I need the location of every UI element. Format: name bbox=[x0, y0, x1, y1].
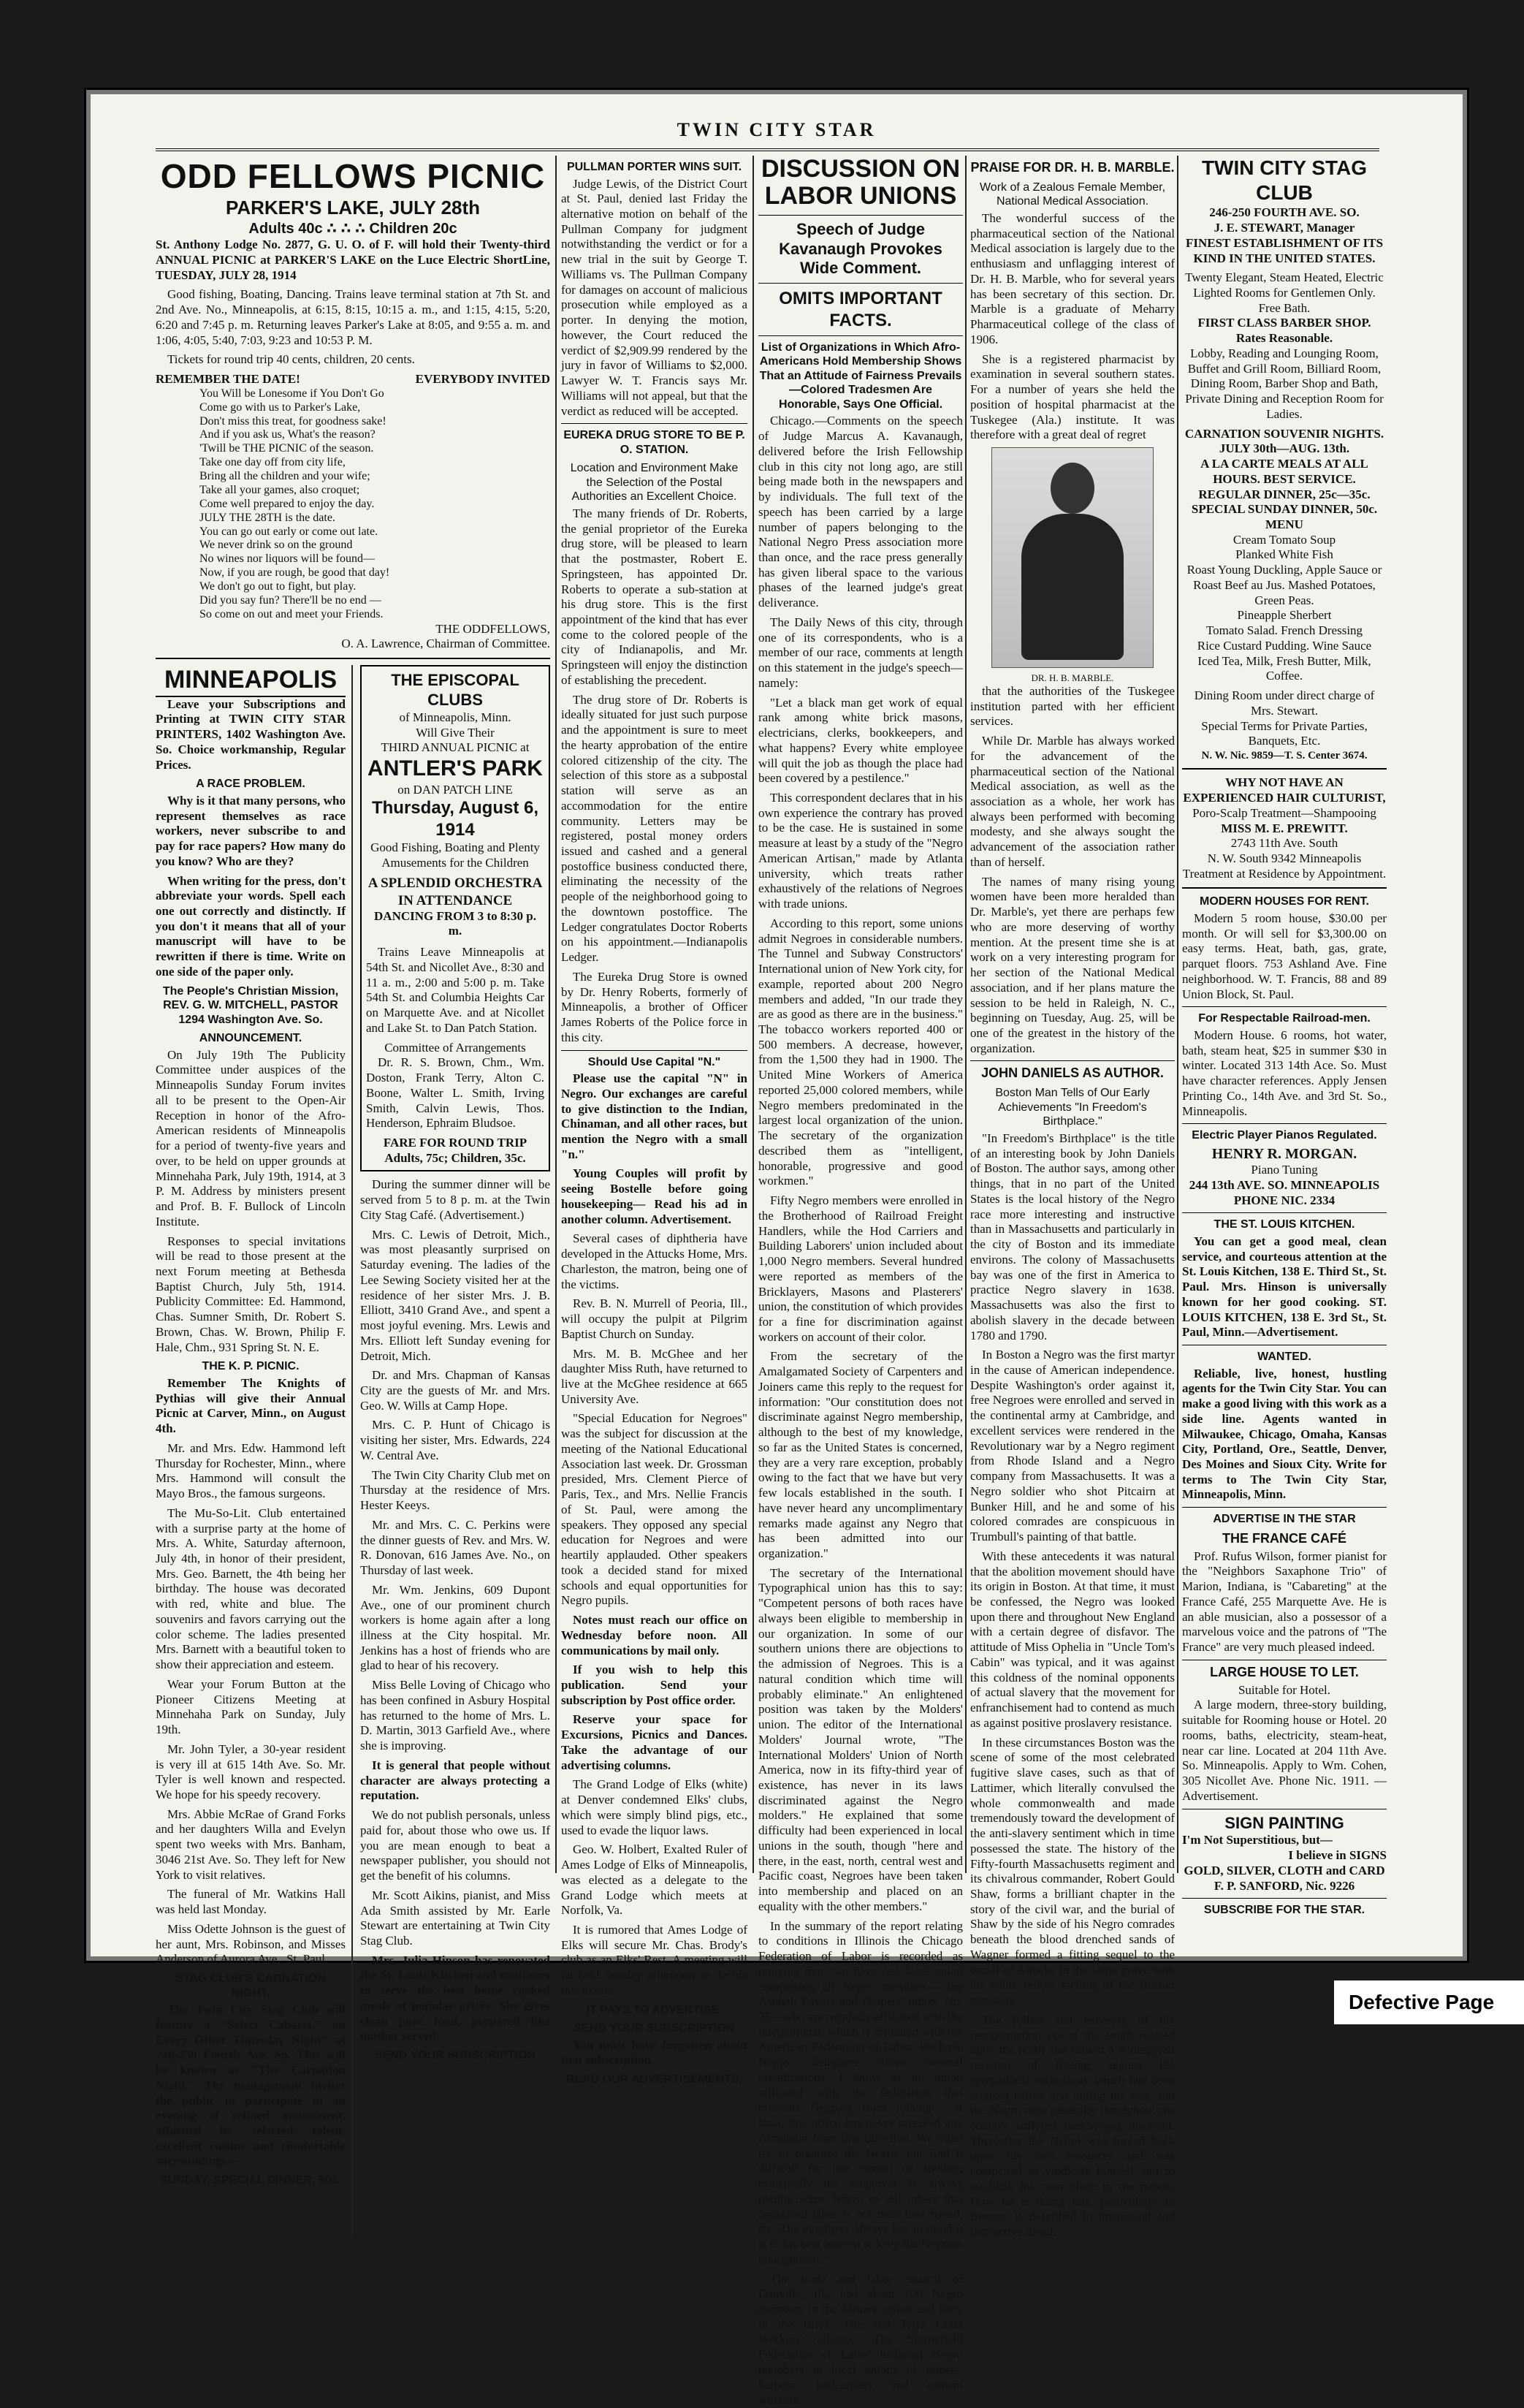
stag-menu-heading: MENU bbox=[1182, 517, 1387, 533]
hair-heading: WHY NOT HAVE AN EXPERIENCED HAIR CULTURIST, bbox=[1182, 775, 1387, 805]
capital-heading: Should Use Capital "N." bbox=[561, 1055, 747, 1070]
odd-detail: Good fishing, Boating, Dancing. Trains leave terminal station at 7th St. and 2nd Ave. No., Minneapolis, at 6:15, 8:15, 10:15 a. m., and 1:15, 4:15, 5:20, 6:20 and 7:45 p. m. Returning leaves Parker's Lake at 8:05, and 9:55 a. m. and 1:06, 4:05, 5:40, 7:03, 9:23 and 10:53 P. M. bbox=[156, 287, 550, 348]
labor-sub: Speech of Judge Kavanaugh Provokes Wide Comment. bbox=[758, 220, 963, 278]
marble-subheading: Work of a Zealous Female Member, National Medical Association. bbox=[970, 181, 1175, 209]
mpls-ann-heading: ANNOUNCEMENT. bbox=[156, 1031, 346, 1046]
odd-prices: Adults 40c ∴ ∴ ∴ Children 20c bbox=[156, 220, 550, 238]
young-text: Young Couples will profit by seeing Bostelle before going housekeeping— Read his ad in another column. Advertisement. bbox=[561, 1166, 747, 1227]
odd-intro: St. Anthony Lodge No. 2877, G. U. O. of F. will hold their Twenty-third ANNUAL PICNIC at PARKER'S LAKE on the Luce Electric ShortLine, TUESDAY, JULY 28, 1914 bbox=[156, 238, 550, 283]
episcopal-ad bbox=[360, 665, 550, 1171]
daniels-heading: JOHN DANIELS AS AUTHOR. bbox=[970, 1066, 1175, 1082]
labor-p5: According to this report, some unions admit Negroes in considerable numbers. The Tunnel and Subway Constructors' International union of New York city, for example, reported about 200 Negro members and added, "In our trade they are as good as there are in the business." The tobacco workers reported 400 or 500 members. A decrease, however, from the 1,500 they had in 1900. The United Mine Workers of America reported 25,000 colored members, while Negro members predominated in the largest local organization of the union. The secretary of the organization described them as "intelligent, honorable, progressive and good workmen." bbox=[758, 916, 963, 1189]
notes-text: Notes must reach our office on Wednesday before noon. All communications by mail only. bbox=[561, 1613, 747, 1658]
c2-p11: Mr. Scott Aikins, pianist, and Miss Ada Smith assisted by Mr. Earle Stewart are entertaining at Twin City Stag Club. bbox=[360, 1888, 550, 1949]
c2-p1: During the summer dinner will be served from 5 to 8 p. m. at the Twin City Stag Café. (Advertisement.) bbox=[360, 1177, 550, 1223]
mpls-ann2: Responses to special invitations will be read to those present at the next Forum meeting at Bethesda Baptist Church, July 5th, 1914. Publicity Committee: Ed. Hammond, Chas. Sumner Smith, Dr. Robert S. Brown, Chas. W. Brown, Philip F. Hale, Chm., 931 Spring St. N. E. bbox=[156, 1234, 346, 1356]
mpls-musolit: The Mu-So-Lit. Club entertained with a surprise party at the home of Mrs. A. White, Saturday afternoon, July 4th, in honor of their president, Mrs. Geo. Barnett, the 4th being her birthday. The house was decorated with red, white and blue. The souvenirs and favors carrying out the color scheme. The ladies presented Mrs. Barnett with a beautiful token to show their appreciation and esteem. bbox=[156, 1506, 346, 1673]
epi-date: Thursday, August 6, 1914 bbox=[366, 797, 544, 840]
daniels-p8: With these antecedents it was natural that the abolition movement should have its origin in Boston. At that time, it must be confessed, the Negro was looked upon there and throughout New England with a certain degree of disfavor. The attitude of Miss Ophelia in "Uncle Tom's Cabin" was typical, and it was against this coldness of the nominal opponents of actual slavery that the movement for enfranchisement had to contend as much as against positive proslavery resistance. bbox=[970, 1549, 1175, 1731]
labor-p1: Chicago.—Comments on the speech of Judge Marcus A. Kavanaugh, delivered before the Irish Fellowship club in this city not long ago, are still being made both in the newspapers and by individuals. The full text of the speech has been carried by a large number of papers belonging to the National Negro Press association more than once, and the race press generally has given liberal space to the various phases of the learned judge's great deliverance. bbox=[758, 414, 963, 611]
daniels-p9: In these circumstances Boston was the scene of some of the most celebrated fugitive slave cases, such as that of Lattimer, which literally convulsed the whole commonwealth and made tremendously toward the development of the anti-slavery sentiment which in time possessed the state. The history of the Fifty-fourth Massachusetts regiment and its chivalrous commander, Robert Gould Shaw, forms a brilliant chapter in the story of the civil war, and the burial of Shaw by the side of his Negro comrades beneath the blood drenched sands of Wagner formed a fitting sequel to the burial of Attucks in the same grave with his white fellow victims of the Boston massacre. bbox=[970, 1736, 1175, 2008]
epi-park: ANTLER'S PARK bbox=[366, 756, 544, 783]
odd-fellows-ad bbox=[156, 156, 550, 652]
epi-line: on DAN PATCH LINE bbox=[366, 783, 544, 798]
labor-p7: From the secretary of the Amalgamated Society of Carpenters and Joiners came this reply to the request for information: "Our constitution does not discriminate against Negro membership, although to the best of my knowledge, so far as the United States is concerned, they are a very rare exception, probably owing to the fact that we have but very few locals established in the south. I have never heard any uncomplimentary remarks made against any Negro that has been admitted into our organization." bbox=[758, 1349, 963, 1561]
prewitt-name: MISS M. E. PREWITT. bbox=[1182, 821, 1387, 837]
mpls-stag: The Twin City Stag Club will feature a "Select Cabaret," on Every Other Thursday Night" at 246-250 Fourth Ave. So. This will be known as "The Carnation Night." The management invites the public to participate in an evening of refined amusement, afforded by selected talent, excellent cuisine and comfortable surroundings— bbox=[156, 2002, 346, 2169]
stag-alacarte: A LA CARTE MEALS AT ALL HOURS. BEST SERVICE. bbox=[1182, 457, 1387, 487]
col1-lower bbox=[156, 665, 550, 2236]
odd-title: ODD FELLOWS PICNIC bbox=[156, 156, 550, 197]
mpls-stag-heading: STAG CLUB'S CARNATION NIGHT. bbox=[156, 1972, 346, 2000]
houses-heading: MODERN HOUSES FOR RENT. bbox=[1182, 895, 1387, 909]
stag-addr: 246-250 FOURTH AVE. SO. bbox=[1182, 205, 1387, 221]
holbert-text: Geo. W. Holbert, Exalted Ruler of Ames Lodge of Elks of Minneapolis, was elected as a delegate to the Grand Lodge which meets at Norfolk, Va. bbox=[561, 1842, 747, 1918]
labor-p4: This correspondent declares that in his own experience the contrary has proved to be the case. He is sustained in some measure at least by a study of the "Negro American Artisan," made by Atlanta university, which treats rather exhaustively of the relations of Negroes with trade unions. bbox=[758, 791, 963, 912]
epi-fare: FARE FOR ROUND TRIP bbox=[366, 1136, 544, 1151]
newspaper-page bbox=[84, 88, 1469, 1963]
large-sub: Suitable for Hotel. bbox=[1182, 1683, 1387, 1698]
epi-members: Dr. R. S. Brown, Chm., Wm. Doston, Frank Terry, Alton C. Boone, Walter L. Smith, Irving Smith, Calvin Lewis, Thos. Henderson, Ephraim Bludsoe. bbox=[366, 1055, 544, 1131]
column-rule bbox=[1177, 156, 1178, 1873]
mpls-writing: When writing for the press, don't abbreviate your words. Spell each one out correctly and distinctly. If you don't it means that all of your manuscript will have to be rewritten if there is time. Write on one side of the paper only. bbox=[156, 874, 346, 980]
labor-title1: DISCUSSION ON bbox=[758, 156, 963, 183]
reserve-text: Reserve your space for Excursions, Picnics and Dances. Take the advantage of our advertising columns. bbox=[561, 1712, 747, 1773]
morgan-addr: 244 13th AVE. SO. MINNEAPOLIS bbox=[1182, 1178, 1387, 1193]
send-text: You must have forgotten about that subscription. bbox=[561, 2038, 747, 2068]
kitchen-heading: THE ST. LOUIS KITCHEN. bbox=[1182, 1218, 1387, 1232]
divider bbox=[156, 658, 550, 659]
prewitt-phone: N. W. South 9342 Minneapolis Treatment at Residence by Appointment. bbox=[1182, 851, 1387, 881]
eureka-heading: EUREKA DRUG STORE TO BE P. O. STATION. bbox=[561, 428, 747, 457]
sign-l3: GOLD, SILVER, CLOTH and CARD bbox=[1182, 1864, 1387, 1879]
column-rule bbox=[555, 156, 557, 1873]
column-labor bbox=[758, 156, 963, 1880]
portrait-image bbox=[991, 447, 1154, 668]
odd-invited: EVERYBODY INVITED bbox=[416, 372, 550, 387]
col3-foot: READ OUR ADVERTISEMENTS. bbox=[561, 2073, 747, 2087]
hair-text: Poro-Scalp Treatment—Shampooing bbox=[1182, 806, 1387, 821]
mpls-mission: The People's Christian Mission, REV. G. W. MITCHELL, PASTOR 1294 Washington Ave. So. bbox=[156, 984, 346, 1028]
wanted-text: Reliable, live, honest, hustling agents for the Twin City Star. You can make a good living with this work as a side line. Agents wanted in Milwaukee, Chicago, Omaha, Kansas City, Portland, Ore., Seattle, Denver, Des Moines and Sioux City. Write for terms to The Twin City Star, Minneapolis, Minn. bbox=[1182, 1367, 1387, 1503]
mpls-lead: Leave your Subscriptions and Printing at TWIN CITY STAR PRINTERS, 1402 Washington Ave. So. Choice workmanship, Regular Prices. bbox=[156, 697, 346, 773]
diph-text: Several cases of diphtheria have developed in the Attucks Home, Mrs. Charleston, the matron, being one of the victims. bbox=[561, 1231, 747, 1292]
rail-text: Modern House. 6 rooms, hot water, bath, steam heat, $25 in summer $30 in winter. Located 313 14th Ace. So. Must have character references. Apply Jensen Printing Co., 14th Ave. and 3rd St. So., Minneapolis. bbox=[1182, 1028, 1387, 1119]
stag-phone: N. W. Nic. 9859—T. S. Center 3674. bbox=[1182, 749, 1387, 762]
epi-fishing: Good Fishing, Boating and Plenty Amusements for the Children bbox=[366, 840, 544, 870]
capital-text: Please use the capital "N" in Negro. Our exchanges are careful to give distinction to the Indian, Chinaman, and all other races, but mention the Negro with a small "n." bbox=[561, 1071, 747, 1162]
eureka-p2: The drug store of Dr. Roberts is ideally situated for just such purpose and the appointment is sure to meet the hearty approbation of the entire colored citizenship of the city. The selection of this store as a subpostal station will serve as an accommodation for the entire community. Letters may be registered, postal money orders issued and cashed and a general postoffice business conducted there, eliminating the necessity of the people of the neighborhood going to the downtown postoffice. The Ledger congratulates Doctor Roberts on his appointment.—Indianapolis Ledger. bbox=[561, 693, 747, 965]
labor-omits: OMITS IMPORTANT FACTS. bbox=[758, 288, 963, 331]
pullman-text: Judge Lewis, of the District Court at St. Paul, denied last Friday the alternative motion on behalf of the Pullman Company for judgment notwithstanding the verdict or for a new trial in the suit by George T. Williams vs. The Pullman Company for damages on account of malicious prosecution while employed as a porter. In denying the motion, however, the Court reduced the verdict of $2,909.99 rendered by the jury in favor of Williams to $2,000. Lawyer W. T. Francis says Mr. Williams will not appeal, but that the verdict as reduced will be accepted. bbox=[561, 177, 747, 419]
epi-trains: Trains Leave Minneapolis at 54th St. and Nicollet Ave., 8:30 and 11 a. m., 2:00 and 5:00 p. m. Take 54th St. and Columbia Heights Car on Marquette Ave. and at Nicollet and Lake St. to Dan Patch Station. bbox=[366, 945, 544, 1036]
odd-sign1: THE ODDFELLOWS, bbox=[156, 622, 550, 637]
stag-carn: CARNATION SOUVENIR NIGHTS. JULY 30th—AUG. 13th. bbox=[1182, 427, 1387, 457]
wish-text: If you wish to help this publication. Send your subscription by Post office order. bbox=[561, 1663, 747, 1708]
wanted-heading: WANTED. bbox=[1182, 1350, 1387, 1364]
special-text: "Special Education for Negroes" was the subject for discussion at the meeting of the National Educational Association last week. Dr. Grossman presided, Mrs. Clement Pierce of Paris, Tex., and Mrs. Nellie Francis of St. Paul, were among the speakers. They opposed any special education for Negroes and were heartily applauded. Other speakers took a decided stand for mixed schools and equal opportunities for Negro pupils. bbox=[561, 1411, 747, 1609]
mpls-race-heading: A RACE PROBLEM. bbox=[156, 777, 346, 791]
mpls-race: Why is it that many persons, who represent themselves as race workers, never subscribe to and pay for race papers? How many do you know? Who are they? bbox=[156, 794, 346, 870]
c2-p2: Mrs. C. Lewis of Detroit, Mich., was most pleasantly surprised on Saturday evening. The ladies of the Lee Sewing Society visited her at the residence of her sister Mrs. J. B. Elliott, 3410 Grand Ave., and spent a most joyful evening. Mrs. Lewis and Mrs. Elliott left Sunday evening for Detroit, Mich. bbox=[360, 1228, 550, 1364]
labor-p9: In the summary of the report relating to conditions in Illinois the Chicago Federation of Labor is recorded as replying that "we have one local union comprising all Negro members— the Asphalt Pavers and Helpers' union. No. 25—who are regularly affiliated with the international, which is affiliated with the American Federation of Labor. We have Negro delegates from several organizations. I know of no union affiliated with the federation that prevents Negroes from joining— at least, this office has never received any complaint from that direction. We often try to organize the Negro, but find it difficult for one reason or another; principally the employer is always getting some Negro to tell others that organized labor is not their best friend, etc. The employer always has in mind it is to his best interest to keep the Negroes unorganized." bbox=[758, 1919, 963, 2268]
sign-l1: I'm Not Superstitious, but— bbox=[1182, 1833, 1387, 1848]
stag-finest: FINEST ESTABLISHMENT OF ITS KIND IN THE UNITED STATES. bbox=[1182, 236, 1387, 266]
column-rule bbox=[753, 156, 754, 1873]
epi-dancing: DANCING FROM 3 to 8:30 p. m. bbox=[366, 909, 544, 939]
masthead-rule bbox=[156, 148, 1379, 151]
pays-heading: IT PAYS TO ADVERTISE. bbox=[561, 2003, 747, 2018]
daniels-p6: "In Freedom's Birthplace" is the title of an interesting book by John Daniels of Boston. The author says, among other things, that in no part of the United States is the local history of the Negro race more interesting and instructive than in Massachusetts and particularly in the city of Boston and its immediate environs. The colony of Massachusetts bay was one of the first in America to practice Negro slavery in 1638. Massachusetts was also the first to abolish slavery in the decade between 1780 and 1790. bbox=[970, 1131, 1175, 1343]
elks-text: The Grand Lodge of Elks (white) at Denver condemned Elks' clubs, which were simply blind pigs, etc., used to evade the liquor laws. bbox=[561, 1777, 747, 1838]
epi-fare2: Adults, 75c; Children, 35c. bbox=[366, 1151, 544, 1166]
column-marble bbox=[970, 156, 1175, 1880]
labor-p10: The trade and labor council of Danville, Ill., had about 700 Negro members in the Miners' union and forty in the Brick, Tile and Terra Cotta Workers' alliance. The Springfield Federation of Labor included Negro members in local unions of miners, barbers, hodcarriers and cement workers. bbox=[758, 2272, 963, 2408]
labor-p2: The Daily News of this city, through one of its correspondents, who is a member of our race, comments at length on this statement in the judge's speech—namely: bbox=[758, 615, 963, 691]
odd-poem: You Will be Lonesome if You Don't Go Come go with us to Parker's Lake, Don't miss this treat, for goodness sake! And if you ask us, What's the reason? 'Twill be THE PICNIC of the season. Take one day off from city life, Bring all the children and your wife; Take all your games, also croquet; Come well prepared to enjoy the day. JULY THE 28TH is the date. You can go out early or come out late. We never drink so on the ground No wines nor liquors will be found— Now, if you are rough, be good that day! We don't go out to fight, but play. Did you say fun? There'll be no end — So come on out and meet your Friends. bbox=[156, 387, 550, 622]
masthead: TWIN CITY STAR bbox=[86, 119, 1467, 141]
labor-p8: The secretary of the International Typographical union has this to say: "Competent persons of both races have always been eligible to membership in our organization. In some of our southern unions there are objections to the admission of Negroes. This is a natural condition which time will probably eliminate." An enlightened position was taken by the Molders' union. The editor of the International Molders' Journal wrote, "The International Molders' Union of North America, now in its fifty-third year of existence, has never in its laws discriminated against the Negro molders." He explained that some difficulty had been experienced in local unions in the south, though "here and there, in the east, north, central west and Pacific coast, Negroes have been taken into membership and placed on an equality with the other members." bbox=[758, 1566, 963, 1915]
mpls-sunday: SUNDAY, SPECIAL DINNER, 50c. bbox=[156, 2173, 346, 2188]
send-heading: SEND YOUR SUBSCRIPTION bbox=[561, 2021, 747, 2036]
col6-foot: SUBSCRIBE FOR THE STAR. bbox=[1182, 1903, 1387, 1918]
marble-p5: The names of many rising young women have been more heralded than Dr. Marble's, yet there are perhaps few who are more deserving of worthy mention. At the present time she is at work on a very interesting program for her section of the National Medical association, and if her plans mature the session to be held in Raleigh, N. C., beginning on Tuesday, Aug. 25, will be one of the greatest in the history of the organization. bbox=[970, 875, 1175, 1057]
epi-orch: A SPLENDID ORCHESTRA IN ATTENDANCE bbox=[366, 875, 544, 908]
sign-l4: F. P. SANFORD, Nic. 9226 bbox=[1182, 1879, 1387, 1894]
large-heading: LARGE HOUSE TO LET. bbox=[1182, 1665, 1387, 1681]
stag-barber: FIRST CLASS BARBER SHOP. Rates Reasonable. bbox=[1182, 316, 1387, 346]
stag-title: TWIN CITY STAG CLUB bbox=[1182, 156, 1387, 205]
daniels-subheading: Boston Man Tells of Our Early Achievements "In Freedom's Birthplace." bbox=[970, 1086, 1175, 1129]
labor-title2: LABOR UNIONS bbox=[758, 183, 963, 210]
stag-rooms: Twenty Elegant, Steam Heated, Electric Lighted Rooms for Gentlemen Only. Free Bath. bbox=[1182, 270, 1387, 316]
c2-p4: Mrs. C. P. Hunt of Chicago is visiting her sister, Mrs. Edwards, 224 W. Central Ave. bbox=[360, 1418, 550, 1463]
adv-heading: ADVERTISE IN THE STAR bbox=[1182, 1512, 1387, 1527]
c2-p8: Miss Belle Loving of Chicago who has been confined in Asbury Hospital has returned to the home of Mrs. L. D. Martin, 3013 Garfield Ave., where she is improving. bbox=[360, 1678, 550, 1754]
stag-lobby: Lobby, Reading and Lounging Room, Buffet and Grill Room, Billiard Room, Dining Room, Barber Shop and Bath, Private Dining and Reception Room for Ladies. bbox=[1182, 346, 1387, 422]
labor-p3: "Let a black man get work of equal rank among white brick masons, electricians, clerks, bookkeepers, and what happens? Every white employee will quit the job as though the place had been covered by a pestilence." bbox=[758, 696, 963, 786]
pullman-heading: PULLMAN PORTER WINS SUIT. bbox=[561, 160, 747, 175]
mpls-johnson: Miss Odette Johnson is the guest of her aunt, Mrs. Robinson, and Misses Anderson of Aurora Ave., St. Paul. bbox=[156, 1922, 346, 1967]
odd-tickets: Tickets for round trip 40 cents, children, 20 cents. bbox=[156, 352, 550, 368]
odd-sign2: O. A. Lawrence, Chairman of Committee. bbox=[156, 637, 550, 652]
eureka-p3: The Eureka Drug Store is owned by Dr. Henry Roberts, formerly of Minneapolis, a brother of Officer James Roberts of the Police force in this city. bbox=[561, 970, 747, 1046]
odd-remember: REMEMBER THE DATE! bbox=[156, 372, 300, 387]
mpls-kp-heading: THE K. P. PICNIC. bbox=[156, 1359, 346, 1374]
houses-text: Modern 5 room house, $30.00 per month. Or will sell for $3,300.00 on easy terms. Heat, bath, gas, grate, parquet floors. 753 Ashland Ave. Fine neighborhood. W. T. Francis, 88 and 89 Union Block, St. Paul. bbox=[1182, 911, 1387, 1002]
rumor-text: It is rumored that Ames Lodge of Elks will secure Mr. Chas. Brody's club as an Elks' Rest. A meeting will be held Sunday afternoon to decide this matter. bbox=[561, 1923, 747, 1999]
epi-title: THE EPISCOPAL CLUBS bbox=[366, 671, 544, 710]
stag-mgr: J. E. STEWART, Manager bbox=[1182, 221, 1387, 236]
mcghee-text: Mrs. M. B. McGhee and her daughter Miss Ruth, have returned to live at the McGhee residence at 665 University Ave. bbox=[561, 1347, 747, 1408]
mpls-watkins: The funeral of Mr. Watkins Hall was held last Monday. bbox=[156, 1887, 346, 1917]
daniels-p7: In Boston a Negro was the first martyr in the cause of American independence. Despite Washington's order against it, free Negroes were enrolled and served in the continental army at Cambridge, and excellent services were rendered in the Revolutionary war by a Negro regiment from Rhode Island and a Negro company from Massachusetts. It was a Negro soldier who shot Pitcairn at Bunker Hill, and he and some of his colored comrades are conspicuous in Trumbull's painting of that battle. bbox=[970, 1348, 1175, 1545]
mpls-tyler: Mr. John Tyler, a 30-year resident is very ill at 615 14th Ave. So. Mr. Tyler is well known and respected. We hope for his speedy recovery. bbox=[156, 1742, 346, 1803]
stag-regular: REGULAR DINNER, 25c—35c. bbox=[1182, 487, 1387, 503]
labor-deck: List of Organizations in Which Afro-Americans Hold Membership Shows That an Attitude of Fairness Prevails—Colored Tradesmen Are Honorable, Says One Official. bbox=[758, 341, 963, 412]
minneapolis-column bbox=[156, 665, 346, 2190]
labor-p6: Fifty Negro members were enrolled in the Brotherhood of Railroad Freight Handlers, while the Hod Carriers and Building Laborers' union included about 1,000 Negro members. Several hundred were reported as members of the Bricklayers, Masons and Plasterers' union, the constitution of which provides for a fine for discrimination against workers on account of their color. bbox=[758, 1193, 963, 1345]
epi-l1: of Minneapolis, Minn. bbox=[366, 710, 544, 726]
column-left bbox=[156, 156, 550, 1880]
column-rule bbox=[965, 156, 967, 1873]
sign-heading: SIGN PAINTING bbox=[1182, 1814, 1387, 1834]
stag-terms: Special Terms for Private Parties, Banquets, Etc. bbox=[1182, 719, 1387, 749]
marble-heading: PRAISE FOR DR. H. B. MARBLE. bbox=[970, 160, 1175, 176]
column-news bbox=[561, 156, 747, 1880]
mpls-forum: Wear your Forum Button at the Pioneer Citizens Meeting at Minnehaha Park on Sunday, July 19th. bbox=[156, 1677, 346, 1738]
mpls-title: MINNEAPOLIS bbox=[156, 665, 346, 696]
portrait-head bbox=[1051, 463, 1094, 514]
piano-heading: Electric Player Pianos Regulated. bbox=[1182, 1128, 1387, 1143]
kitchen-text: You can get a good meal, clean service, and courteous attention at the St. Louis Kitchen, 138 E. Third St., St. Paul. Mrs. Hinson is universally known for her good cooking. ST. LOUIS KITCHEN, 138 E. 3rd St., St. Paul, Minn.—Advertisement. bbox=[1182, 1234, 1387, 1340]
c2-p5: The Twin City Charity Club met on Thursday at the residence of Mrs. Hester Keeys. bbox=[360, 1468, 550, 1513]
c2-p12: Mrs. Julia Hinson has renovated the St. Louis Kitchen and continues to serve the best home cooked meals at popular prices. She gives clean pure food, prepared like mother served. bbox=[360, 1953, 550, 2044]
c2-p9: It is general that people without character are always protecting a reputation. bbox=[360, 1758, 550, 1804]
morgan-phone: PHONE NIC. 2334 bbox=[1182, 1193, 1387, 1209]
sign-l2: I believe in SIGNS bbox=[1182, 1848, 1387, 1864]
eureka-p1: The many friends of Dr. Roberts, the genial proprietor of the Eureka drug store, will be pleased to learn that the postmaster, Robert E. Springsteen, has appointed Dr. Roberts to operate a sub-station at his drug store. This is the first appointment of the kind that has ever come to the colored people of the city of Indianapolis, and Mr. Springsteen will enjoy the distinction of establishing the precedent. bbox=[561, 506, 747, 688]
c2-foot: SEND YOUR SUBSCRIPTION bbox=[360, 2048, 550, 2063]
stag-menu: Cream Tomato Soup Planked White Fish Roast Young Duckling, Apple Sauce or Roast Beef au Jus. Mashed Potatoes, Green Peas. Pineapple Sherbert Tomato Salad. French Dressing Rice Custard Pudding. Wine Sauce Iced Tea, Milk, Fresh Butter, Milk, Coffee. bbox=[1182, 533, 1387, 684]
marble-p3: that the authorities of the Tuskegee institution parted with her efficient services. bbox=[970, 684, 1175, 729]
rail-heading: For Respectable Railroad-men. bbox=[1182, 1011, 1387, 1026]
mpls-hammond: Mr. and Mrs. Edw. Hammond left Thursday for Rochester, Minn., where Mrs. Hammond will consult the Mayo Bros., the famous surgeons. bbox=[156, 1441, 346, 1502]
daniels-p10: The follies and excesses of the reconstruction era at the south reacted upon the north and caused a widespread revision of feeling against the sympathetic enthusiasm which had been aroused before and during the war, and the Negro race generally throughout the country suffered undeserved discredit. Thereafter the Negro was forced back upon his own resources and was compelled to vindicate himself and to establish his own place in the nation. How he is doing this, particularly in Boston, is described in interesting and instructive detail. bbox=[970, 2013, 1175, 2240]
morgan-name: HENRY R. MORGAN. bbox=[1182, 1145, 1387, 1163]
murrell-text: Rev. B. N. Murrell of Peoria, Ill., will occupy the pulpit at Pilgrim Baptist Church on Sunday. bbox=[561, 1296, 747, 1342]
eureka-subheading: Location and Environment Make the Selection of the Postal Authorities an Excellent Choice. bbox=[561, 461, 747, 504]
portrait-caption: DR. H. B. MARBLE. bbox=[970, 672, 1175, 684]
mpls-ann: On July 19th The Publicity Committee under auspices of the Minneapolis Sunday Forum invites all to be present to the Open-Air Reception in honor of the Afro-American residents of Minneapolis for a period of twenty-five years and over, to be held on upper grounds at Minnehaha Park, July 19th, 1914, at 3 P. M. Address by ministers present and Prof. B. F. Bullock of Lincoln Institute. bbox=[156, 1048, 346, 1230]
marble-p4: While Dr. Marble has always worked for the advancement of the pharmaceutical section of the National Medical association, as well as the association as a whole, her work has always been performed with becoming modesty, and she always sought the advancement of the association rather than of herself. bbox=[970, 734, 1175, 870]
epi-comm: Committee of Arrangements bbox=[366, 1041, 544, 1056]
portrait-body bbox=[1021, 514, 1124, 660]
cafe-text: Prof. Rufus Wilson, former pianist for the "Neighbors Saxaphone Trio" of Marion, Indiana, is "Cabareting" at the France Café, 255 Marquette Ave. He is an able musician, also a possessor of a marvelous voice and the patrons of "The France" are very much pleased indeed. bbox=[1182, 1549, 1387, 1655]
marble-p2: She is a registered pharmacist by examination in several southern states. For a number of years she held the position of hospital pharmacist at the Tuskegee (Ala.) institute. It was therefore with a great deal of regret bbox=[970, 352, 1175, 443]
c2-p10: We do not publish personals, unless paid for, about those who owe us. If you are mean enough to beat a newspaper publisher, you should not get the benefit of his columns. bbox=[360, 1808, 550, 1884]
cafe-heading: THE FRANCE CAFÉ bbox=[1182, 1531, 1387, 1547]
odd-place: PARKER'S LAKE, JULY 28th bbox=[156, 197, 550, 220]
defective-page-stamp: Defective Page bbox=[1334, 1980, 1524, 2024]
prewitt-addr: 2743 11th Ave. South bbox=[1182, 836, 1387, 851]
stag-special: SPECIAL SUNDAY DINNER, 50c. bbox=[1182, 502, 1387, 517]
c2-p6: Mr. and Mrs. C. C. Perkins were the dinner guests of Rev. and Mrs. W. R. Donovan, 616 James Ave. No., on Thursday of last week. bbox=[360, 1518, 550, 1579]
piano-text: Piano Tuning bbox=[1182, 1163, 1387, 1178]
column-ads bbox=[1182, 156, 1387, 1880]
episcopal-column bbox=[360, 665, 550, 2065]
epi-l2: Will Give Their bbox=[366, 726, 544, 741]
mpls-mcrae: Mrs. Abbie McRae of Grand Forks and her daughters Willa and Evelyn spent two weeks with Mrs. Banham, 3046 21st Ave. So. They left for New York to visit relatives. bbox=[156, 1807, 346, 1883]
stag-direct: Dining Room under direct charge of Mrs. Stewart. bbox=[1182, 688, 1387, 718]
marble-p1: The wonderful success of the pharmaceutical section of the National Medical association is largely due to the enthusiasm and unflagging interest of Dr. H. B. Marble, who for several years has been secretary of this section. Dr. Marble is a graduate of Meharry Pharmaceutical college of the class of 1906. bbox=[970, 211, 1175, 348]
mpls-kp: Remember The Knights of Pythias will give their Annual Picnic at Carver, Minn., on August 4th. bbox=[156, 1376, 346, 1437]
divider bbox=[351, 665, 353, 2236]
c2-p3: Dr. and Mrs. Chapman of Kansas City are the guests of Mr. and Mrs. Geo. W. Wills at Camp Hope. bbox=[360, 1368, 550, 1413]
large-text: A large modern, three-story building, suitable for Rooming house or Hotel. 20 rooms, baths, electricity, steam-heat, near car line. Located at 204 11th Ave. So. Minneapolis. Apply to Wm. Cohen, 305 Nicollet Ave. Phone Nic. 1911. —Advertisement. bbox=[1182, 1698, 1387, 1804]
c2-p7: Mr. Wm. Jenkins, 609 Dupont Ave., one of our prominent church workers is home again after a long illness at the City hospital. Mr. Jenkins has a host of friends who are glad to hear of his recovery. bbox=[360, 1583, 550, 1674]
epi-l3: THIRD ANNUAL PICNIC at bbox=[366, 740, 544, 756]
